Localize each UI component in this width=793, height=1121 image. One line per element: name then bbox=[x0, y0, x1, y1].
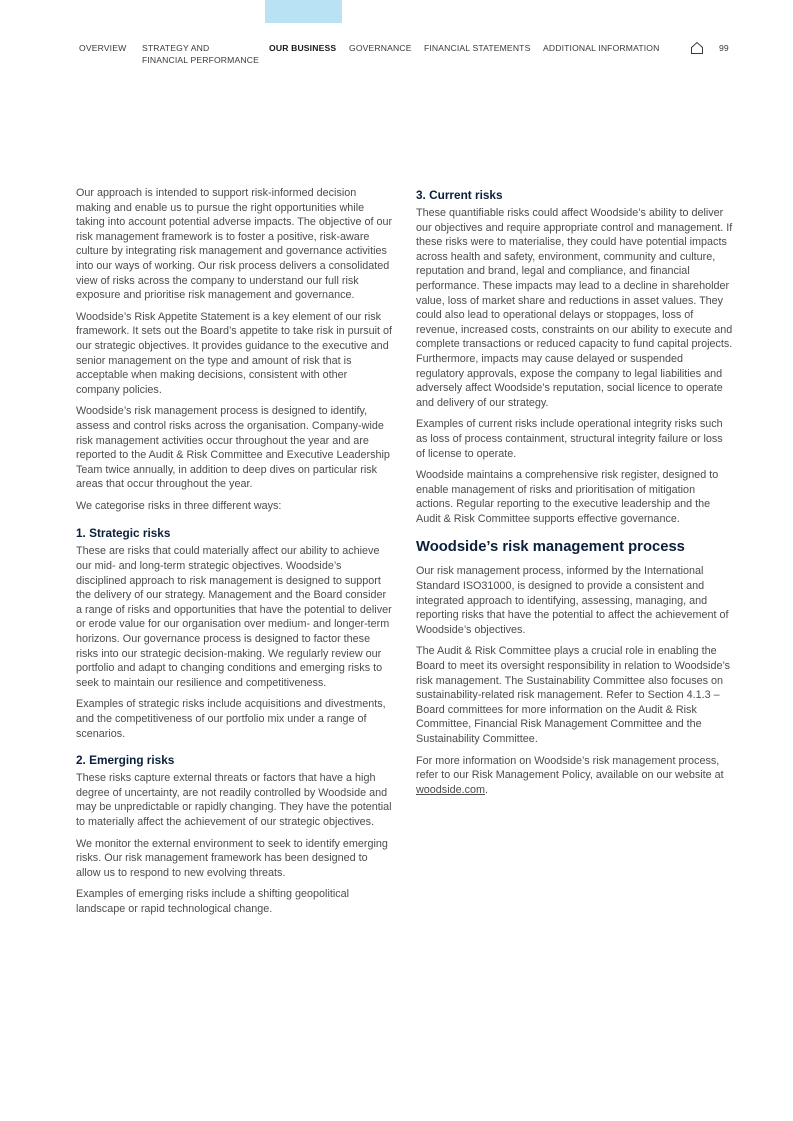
nav-item-strategy-line1: STRATEGY AND bbox=[142, 43, 210, 53]
nav-item-additional-information[interactable]: ADDITIONAL INFORMATION bbox=[543, 43, 660, 53]
risk-process-paragraph-3-text: For more information on Woodside’s risk management process, refer to our Risk Management Policy, available on our website at bbox=[416, 754, 724, 782]
strategic-risks-paragraph-1: These are risks that could materially affect our ability to achieve our mid- and long-term strategic objectives. Woodside’s disciplined approach to risk management is designed to support the delivery of our strategy. Management and the Board consider a range of risks and opportunities that have the potential to deliver or erode value for our organisation over medium- and longer-term horizons. Our governance process is designed to factor these risks into our strategic decision-making. We regularly review our portfolio and adapt to changing conditions and emerging risks to seek to maintain our resilience and competitiveness. bbox=[76, 545, 392, 689]
strategic-risks-heading: 1. Strategic risks bbox=[76, 526, 171, 541]
risk-process-paragraph-1: Our risk management process, informed by the International Standard ISO31000, is designed to provide a consistent and integrated approach to identifying, assessing, managing, and reporting risks that have the potential to affect the achievement of Woodside’s objectives. bbox=[416, 565, 729, 636]
emerging-risks-heading: 2. Emerging risks bbox=[76, 753, 175, 768]
nav-item-financial-statements[interactable]: FINANCIAL STATEMENTS bbox=[424, 43, 531, 53]
risk-process-paragraph-3 bbox=[416, 754, 734, 798]
intro-paragraph-2: Woodside’s Risk Appetite Statement is a key element of our risk framework. It sets out the Board’s appetite to take risk in pursuit of our strategic objectives. It provides guidance to the executive and senior management on the type and amount of risk that is acceptable when making decisions, consistent with other company policies. bbox=[76, 310, 393, 396]
risk-process-paragraph-2: The Audit & Risk Committee plays a crucial role in enabling the Board to meet its oversight responsibility in relation to Woodside’s risk management. The Sustainability Committee also focuses on sustainability-related risk management. Refer to Section 4.1.3 – Board committees for more information on the Audit & Risk Committee, Financial Risk Management Committee and the Sustainability Committee. bbox=[416, 645, 731, 745]
nav-item-our-business[interactable]: OUR BUSINESS bbox=[269, 43, 337, 53]
intro-paragraph-1: Our approach is intended to support risk-informed decision making and enable us to pursue the right opportunities while taking into account potential adverse impacts. The objective of our risk management framework is to foster a positive, risk-aware culture by integrating risk management and governance activities into our ways of working. Our risk process delivers a consolidated view of risks across the company to understand our full risk exposure and prioritise risk management and governance. bbox=[76, 187, 393, 302]
page-number: 99 bbox=[719, 43, 729, 53]
current-risks-paragraph-2: Examples of current risks include operational integrity risks such as loss of process containment, structural integrity failure or loss of license to operate. bbox=[416, 418, 723, 460]
home-icon[interactable] bbox=[690, 41, 704, 55]
woodside-website-link[interactable]: woodside.com bbox=[416, 783, 486, 796]
current-risks-paragraph-1: These quantifiable risks could affect Woodside’s ability to deliver our objectives and require appropriate control and management. If these risks were to materialise, they could have potential impacts across health and safety, environment, community and culture, reputation and brand, legal and compliance, and financial performance. These impacts may lead to a decline in shareholder value, loss of market share and reductions in asset values. They could also lead to operational delays or stoppages, loss of revenue, increased costs, constraints on our ability to execute and complete transactions or reduced capacity to fund capital projects. Furthermore, impacts may cause delayed or suspended regulatory approvals, expose the company to legal liabilities and adversely affect Woodside’s reputation, social licence to operate and delivery of our strategy. bbox=[416, 207, 733, 409]
nav-item-governance[interactable]: GOVERNANCE bbox=[349, 43, 412, 53]
intro-paragraph-4: We categorise risks in three different ways: bbox=[76, 499, 282, 512]
risk-management-process-heading: Woodside’s risk management process bbox=[416, 539, 685, 556]
nav-item-overview[interactable]: OVERVIEW bbox=[79, 43, 127, 53]
emerging-risks-paragraph-3: Examples of emerging risks include a shifting geopolitical landscape or rapid technological change. bbox=[76, 888, 350, 915]
nav-item-strategy-line2: FINANCIAL PERFORMANCE bbox=[142, 54, 259, 65]
emerging-risks-paragraph-2: We monitor the external environment to seek to identify emerging risks. Our risk management framework has been designed to allow us to respond to new evolving threats. bbox=[76, 837, 388, 879]
top-navigation bbox=[0, 43, 793, 73]
section-accent-tab bbox=[265, 0, 342, 23]
right-column bbox=[416, 186, 734, 804]
emerging-risks-paragraph-1: These risks capture external threats or factors that have a high degree of uncertainty, are not readily controlled by Woodside and may be unpredictable or rapidly changing. They have the potential to materially affect the achievement of our strategic objectives. bbox=[76, 772, 392, 828]
current-risks-heading: 3. Current risks bbox=[416, 188, 503, 202]
nav-item-strategy[interactable] bbox=[142, 43, 259, 66]
strategic-risks-paragraph-2: Examples of strategic risks include acquisitions and divestments, and the competitiveness of our portfolio mix under a range of scenarios. bbox=[76, 698, 386, 740]
intro-paragraph-3: Woodside’s risk management process is designed to identify, assess and control risks across the organisation. Company-wide risk management activities occur throughout the year and are reported to the Audit & Risk Committee and Executive Leadership Team twice annually, in addition to deep dives on particular risk areas that occur throughout the year. bbox=[76, 405, 390, 491]
current-risks-paragraph-3: Woodside maintains a comprehensive risk register, designed to enable management of risks and prioritisation of mitigation actions. Regular reporting to the executive leadership and the Audit & Risk Committee supports effective governance. bbox=[416, 469, 719, 525]
left-column bbox=[76, 186, 394, 924]
risk-process-paragraph-3-end: . bbox=[485, 783, 489, 796]
